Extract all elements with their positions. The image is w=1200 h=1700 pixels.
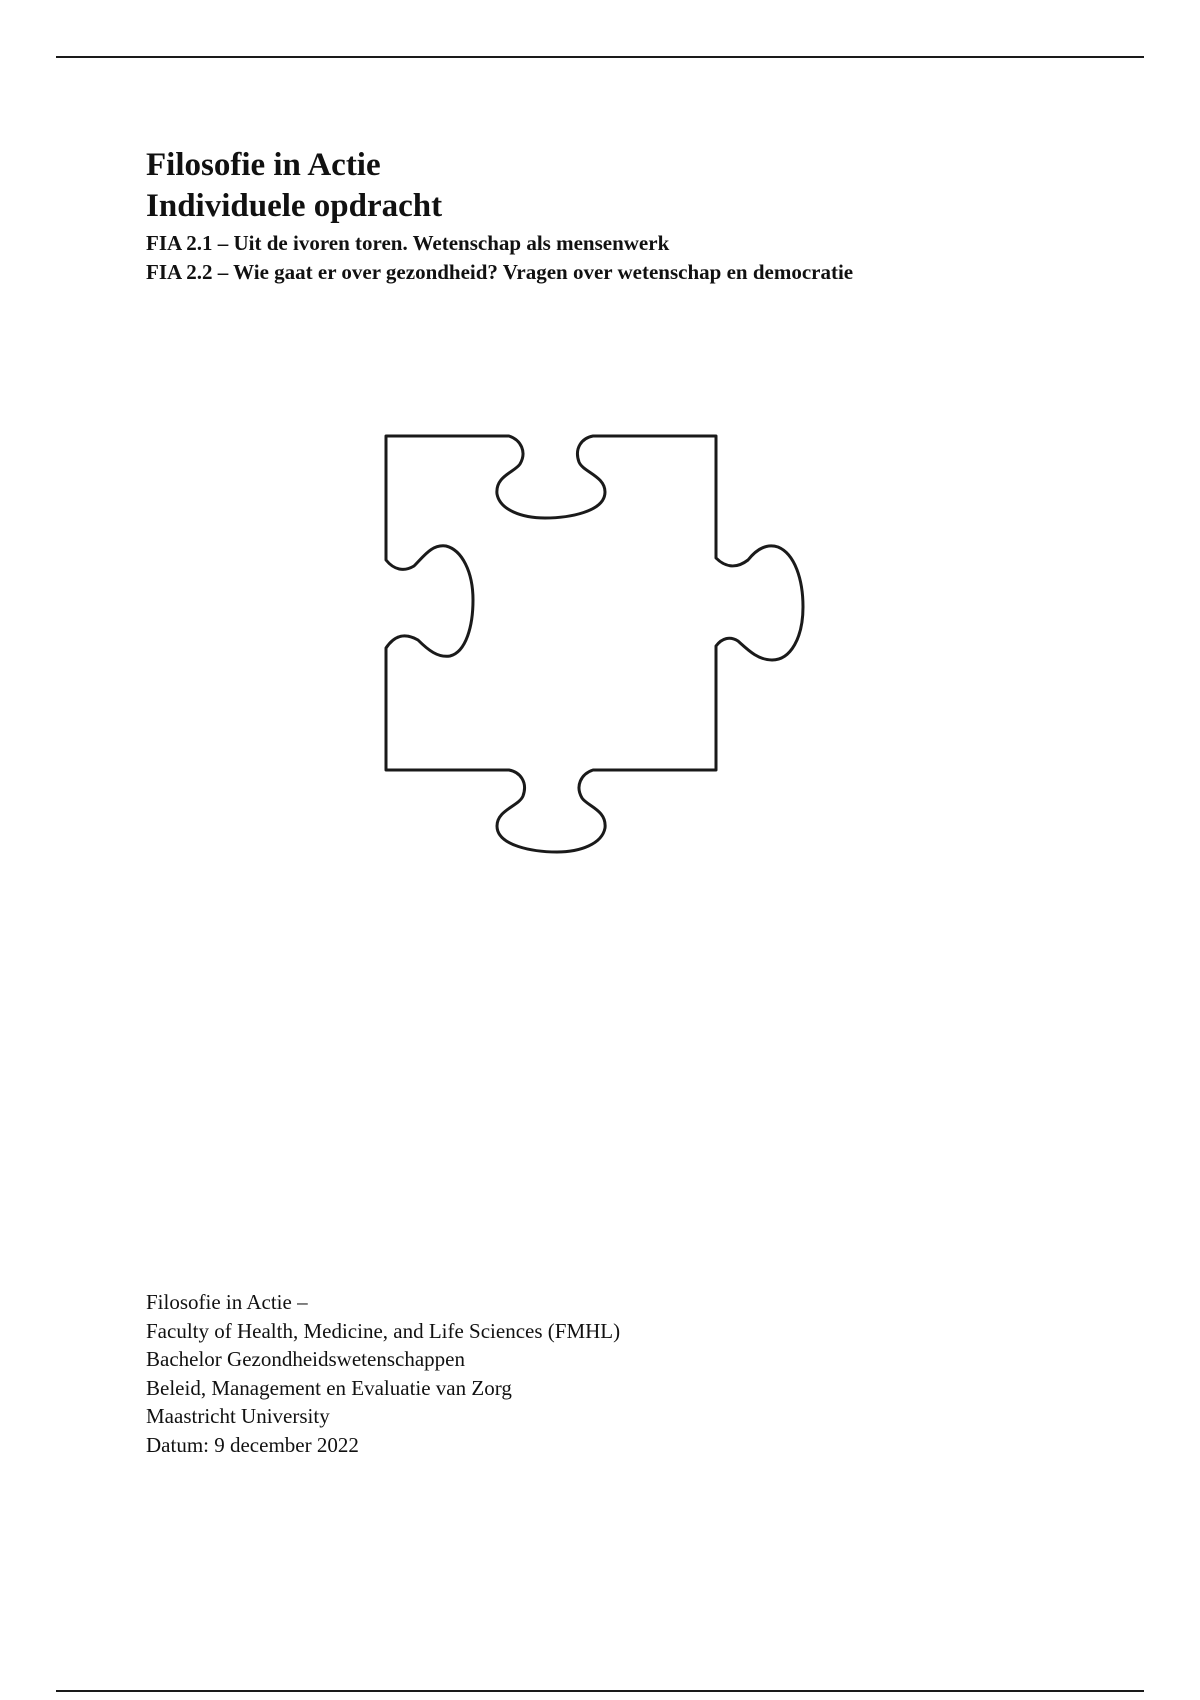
bottom-rule xyxy=(56,1690,1144,1692)
module-line-1: FIA 2.1 – Uit de ivoren toren. Wetenschap als mensenwerk xyxy=(146,231,670,255)
footer-block xyxy=(146,1288,946,1459)
footer-course: Filosofie in Actie – xyxy=(146,1290,308,1314)
footer-university: Maastricht University xyxy=(146,1404,330,1428)
puzzle-piece-outline xyxy=(386,436,803,852)
footer-faculty: Faculty of Health, Medicine, and Life Sciences (FMHL) xyxy=(146,1318,621,1343)
module-line-2: FIA 2.2 – Wie gaat er over gezondheid? Vragen over wetenschap en democratie xyxy=(146,260,854,284)
footer-program: Bachelor Gezondheidswetenschappen xyxy=(146,1347,465,1371)
footer-date: Datum: 9 december 2022 xyxy=(146,1432,359,1457)
assignment-type: Individuele opdracht xyxy=(146,188,443,224)
footer-track: Beleid, Management en Evaluatie van Zorg xyxy=(146,1375,512,1400)
document-title: Filosofie in Actie xyxy=(146,147,381,183)
